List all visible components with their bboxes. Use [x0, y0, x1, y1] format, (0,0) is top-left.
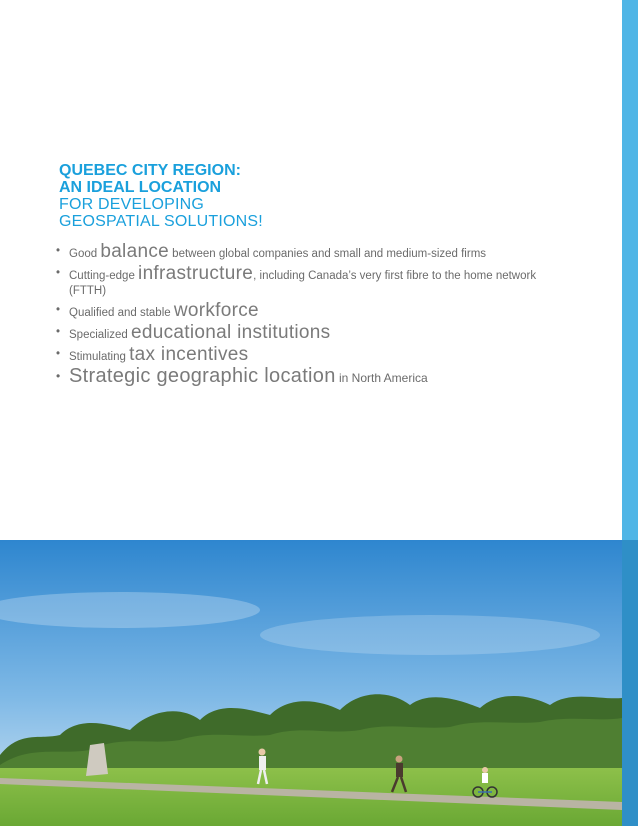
bullet-keyword: Strategic geographic location [69, 365, 336, 387]
park-photo-illustration [0, 540, 622, 826]
bullet-text-pre: Good [69, 248, 101, 260]
headline-line-4: GEOSPATIAL SOLUTIONS! [59, 213, 263, 230]
bullet-text-post: between global companies and small and medium-sized firms [168, 248, 487, 260]
headline-line-3: FOR DEVELOPING [59, 196, 205, 213]
list-item [56, 365, 556, 387]
bullet-text-post: , including Canada’s very first fibre to the home network (FTTH) [69, 270, 537, 297]
list-item [56, 322, 556, 343]
advantages-list [56, 241, 556, 390]
bullet-text-pre: Qualified and stable [69, 307, 174, 319]
park-photo [0, 540, 622, 826]
headline-line-2: AN IDEAL LOCATION [59, 179, 222, 196]
list-item [56, 300, 556, 321]
list-item [56, 344, 556, 365]
headline-line-1: QUEBEC CITY REGION: [59, 162, 241, 179]
bullet-text-post: in North America [335, 371, 428, 385]
bullet-text-pre: Specialized [69, 329, 132, 341]
bullet-text-pre: Stimulating [69, 351, 130, 363]
cloud [260, 615, 600, 655]
list-item [56, 263, 556, 299]
right-color-band-lower [622, 540, 638, 826]
list-item [56, 241, 556, 262]
headline [59, 162, 459, 230]
bullet-keyword: balance [100, 241, 169, 262]
bullet-keyword: educational institutions [131, 322, 331, 343]
bullet-text-pre: Cutting-edge [69, 270, 139, 282]
bullet-keyword: tax incentives [129, 344, 249, 365]
bullet-keyword: infrastructure [138, 263, 254, 284]
bullet-keyword: workforce [173, 300, 259, 321]
